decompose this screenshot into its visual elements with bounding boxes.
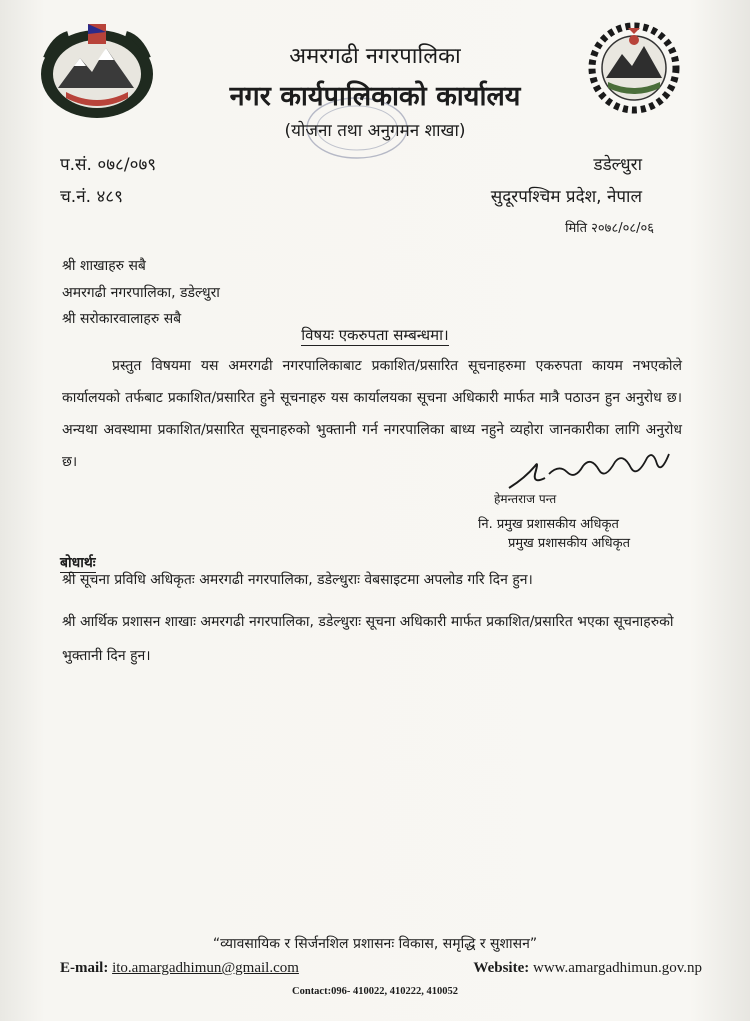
- recipient-line: श्री सरोकारवालाहरु सबै: [62, 311, 182, 327]
- province-country: सुदूरपश्चिम प्रदेश, नेपाल: [490, 187, 642, 207]
- footer-motto: “व्यावसायिक र सिर्जनशिल प्रशासनः विकास, समृद्धि र सुशासन”: [212, 936, 538, 952]
- recipient-line: अमरगढी नगरपालिका, डडेल्धुरा: [62, 285, 220, 301]
- office-location: डडेल्धुरा: [593, 155, 642, 175]
- email-link[interactable]: ito.amargadhimun@gmail.com: [112, 960, 299, 976]
- footer-website: [473, 960, 702, 977]
- patra-sankhya: प.सं. ०७८/०७९: [60, 155, 157, 175]
- office-name: नगर कार्यपालिकाको कार्यालय: [229, 81, 521, 112]
- signature-icon: [505, 444, 675, 494]
- letter-body: प्रस्तुत विषयमा यस अमरगढी नगरपालिकाबाट प्रकाशित/प्रसारित सूचनाहरुमा एकरुपता कायम नभएकोले कार्यालयको तर्फबाट प्रकाशित/प्रसारित हुने सूचनाहरु यस कार्यालयका सूचना अधिकारी मार्फत मात्रै पठाउन हुन अनुरोध छ। अन्यथा अवस्थामा प्रकाशित/प्रसारित सूचनाहरुको भुक्तानी गर्न नगरपालिका बाध्य नहुने व्यहोरा जानकारीका लागि अनुरोध छ।: [62, 358, 682, 470]
- cc-line: श्री सूचना प्रविधि अधिकृतः अमरगढी नगरपालिका, डडेल्धुराः वेबसाइटमा अपलोड गरि दिन हुन।: [62, 572, 533, 588]
- section-name: (योजना तथा अनुगमन शाखा): [284, 121, 466, 141]
- chalani-number: च.नं. ४८९: [60, 187, 123, 207]
- signatory-name: हेमन्तराज पन्त: [494, 492, 557, 506]
- email-label: E-mail:: [60, 960, 109, 976]
- signatory-title: प्रमुख प्रशासकीय अधिकृत: [508, 536, 631, 551]
- cc-line: श्री आर्थिक प्रशासन शाखाः अमरगढी नगरपालिका, डडेल्धुराः सूचना अधिकारी मार्फत प्रकाशित/प्रसारित भएका सूचनाहरुको भुक्तानी दिन हुन।: [62, 614, 674, 664]
- footer-contact: Contact:096- 410022, 410222, 410052: [292, 986, 458, 997]
- municipality-name: अमरगढी नगरपालिका: [289, 44, 461, 69]
- letter-subject: [0, 325, 750, 345]
- cc-heading: बोधार्थः: [60, 555, 96, 571]
- recipient-line: श्री शाखाहरु सबै: [62, 258, 146, 274]
- letter-date: मिति २०७८/०८/०६: [565, 221, 654, 236]
- website-link[interactable]: www.amargadhimun.gov.np: [533, 960, 702, 976]
- subject-text: विषयः एकरुपता सम्बन्धमा।: [301, 326, 449, 344]
- website-label: Website:: [473, 960, 530, 976]
- signatory-title: नि. प्रमुख प्रशासकीय अधिकृत: [478, 517, 619, 532]
- footer-email: [60, 960, 299, 977]
